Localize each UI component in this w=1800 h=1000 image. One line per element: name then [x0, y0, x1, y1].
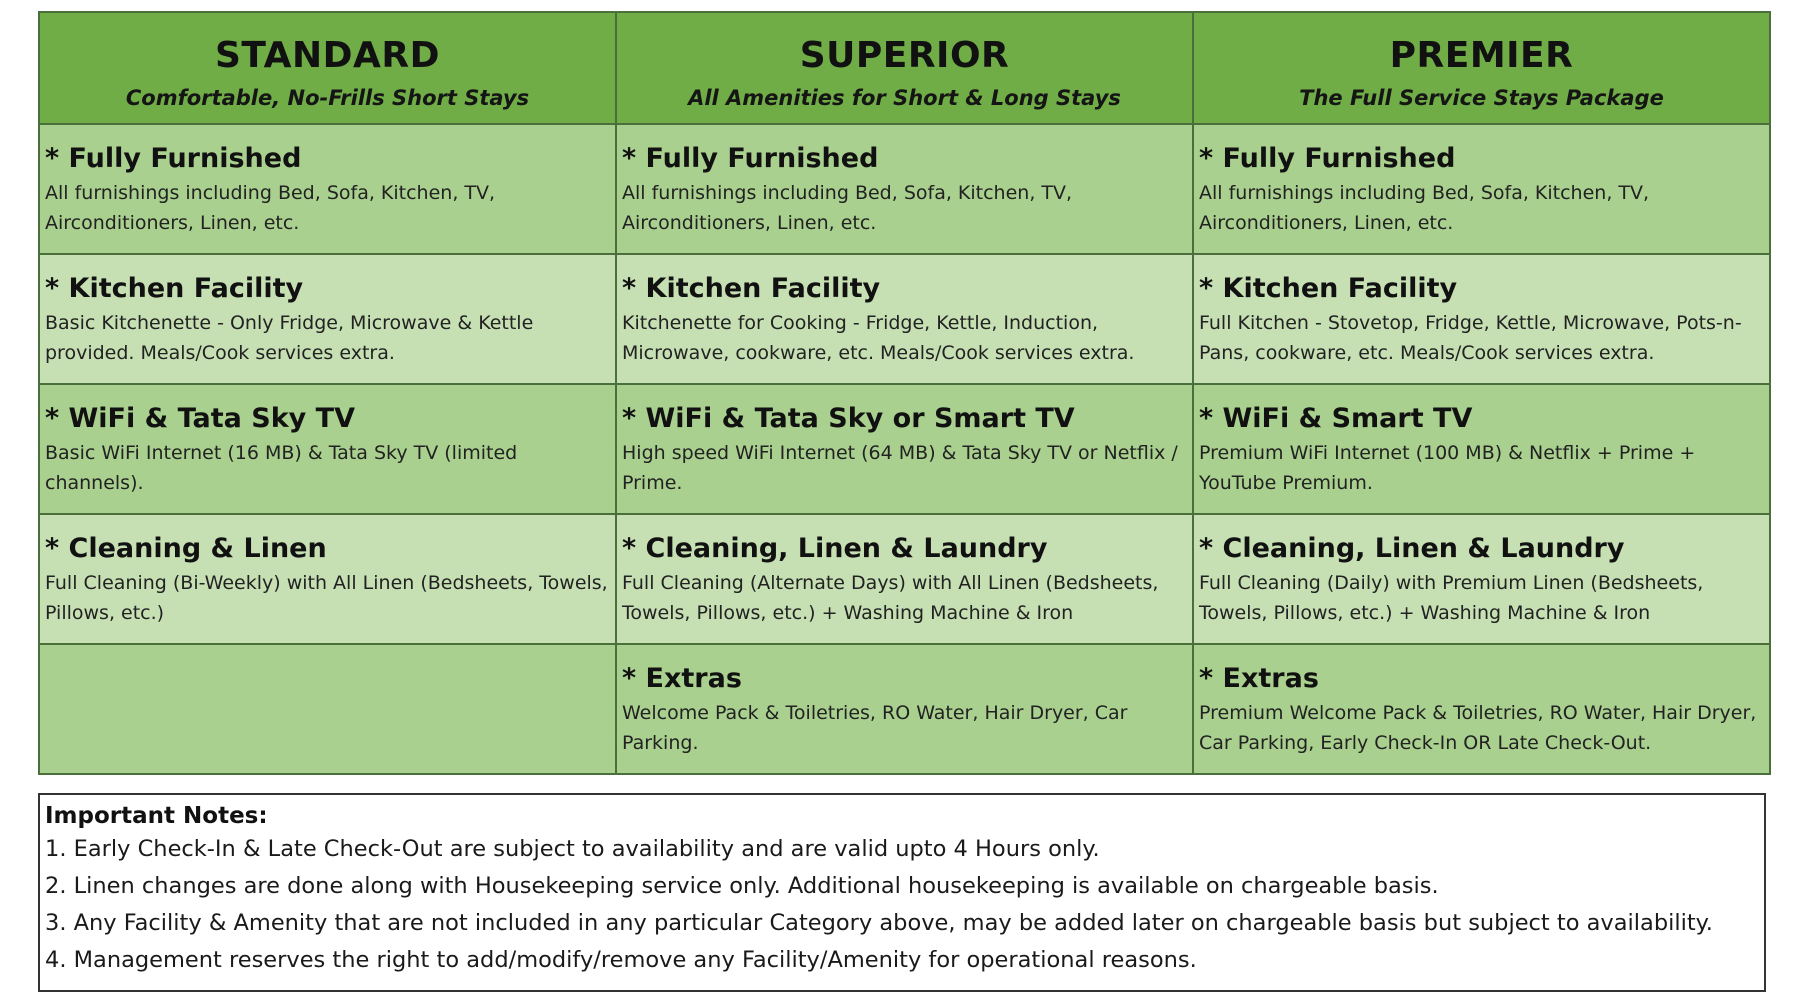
- feature-description: All furnishings including Bed, Sofa, Kitchen, TV, Airconditioners, Linen, etc.: [45, 182, 496, 234]
- feature-title: * Fully Furnished: [622, 143, 879, 174]
- feature-cell: [1193, 124, 1770, 254]
- important-notes-box: [38, 793, 1766, 992]
- feature-title: * WiFi & Smart TV: [1199, 403, 1473, 434]
- plans-header-row: [39, 12, 1770, 124]
- feature-description: Full Kitchen - Stovetop, Fridge, Kettle, Microwave, Pots-n-Pans, cookware, etc. Meals/Cook services extra.: [1199, 312, 1742, 364]
- feature-title: * Kitchen Facility: [622, 273, 881, 304]
- feature-row-wifi-tv: [39, 384, 1770, 514]
- feature-row-furnished: [39, 124, 1770, 254]
- feature-row-cleaning: [39, 514, 1770, 644]
- feature-cell-empty: [39, 644, 616, 774]
- feature-description: All furnishings including Bed, Sofa, Kitchen, TV, Airconditioners, Linen, etc.: [622, 182, 1073, 234]
- plan-tagline: The Full Service Stays Package: [1299, 86, 1664, 110]
- feature-cell: [39, 254, 616, 384]
- feature-title: * Extras: [1199, 663, 1319, 694]
- feature-title: * WiFi & Tata Sky TV: [45, 403, 355, 434]
- plan-name: STANDARD: [214, 35, 441, 76]
- note-item: 4. Management reserves the right to add/modify/remove any Facility/Amenity for operational reasons.: [45, 947, 1197, 973]
- feature-cell: [1193, 514, 1770, 644]
- notes-title: Important Notes:: [45, 803, 268, 829]
- feature-cell: [616, 514, 1193, 644]
- plan-tagline: Comfortable, No-Frills Short Stays: [125, 86, 530, 110]
- feature-description: Full Cleaning (Alternate Days) with All Linen (Bedsheets, Towels, Pillows, etc.) + Washing Machine & Iron: [622, 572, 1159, 624]
- feature-cell: [616, 124, 1193, 254]
- feature-description: Welcome Pack & Toiletries, RO Water, Hair Dryer, Car Parking.: [622, 702, 1128, 754]
- note-item: 1. Early Check-In & Late Check-Out are subject to availability and are valid upto 4 Hours only.: [45, 836, 1100, 862]
- feature-cell: [616, 384, 1193, 514]
- feature-cell: [616, 644, 1193, 774]
- feature-description: Basic Kitchenette - Only Fridge, Microwave & Kettle provided. Meals/Cook services extra.: [45, 312, 534, 364]
- feature-title: * Kitchen Facility: [1199, 273, 1458, 304]
- plan-header-premier: [1193, 12, 1770, 124]
- feature-description: Kitchenette for Cooking - Fridge, Kettle, Induction, Microwave, cookware, etc. Meals/Cook services extra.: [622, 312, 1135, 364]
- feature-title: * Cleaning, Linen & Laundry: [622, 533, 1048, 564]
- note-item: 3. Any Facility & Amenity that are not included in any particular Category above, may be added later on chargeable basis but subject to availability.: [45, 910, 1713, 936]
- feature-title: * WiFi & Tata Sky or Smart TV: [622, 403, 1075, 434]
- note-item: 2. Linen changes are done along with Housekeeping service only. Additional housekeeping is available on chargeable basis.: [45, 873, 1439, 899]
- plan-header-standard: [39, 12, 616, 124]
- feature-description: Full Cleaning (Daily) with Premium Linen (Bedsheets, Towels, Pillows, etc.) + Washing Machine & Iron: [1199, 572, 1704, 624]
- feature-description: High speed WiFi Internet (64 MB) & Tata Sky TV or Netflix / Prime.: [622, 442, 1178, 494]
- feature-title: * Kitchen Facility: [45, 273, 304, 304]
- plan-name: PREMIER: [1389, 35, 1574, 76]
- feature-cell: [39, 384, 616, 514]
- feature-cell: [39, 124, 616, 254]
- feature-row-kitchen: [39, 254, 1770, 384]
- feature-row-extras: [39, 644, 1770, 774]
- plans-comparison-table: [38, 11, 1771, 775]
- feature-description: Premium WiFi Internet (100 MB) & Netflix + Prime + YouTube Premium.: [1199, 442, 1696, 494]
- feature-title: * Cleaning, Linen & Laundry: [1199, 533, 1625, 564]
- plan-header-superior: [616, 12, 1193, 124]
- plan-tagline: All Amenities for Short & Long Stays: [688, 86, 1121, 110]
- feature-description: Premium Welcome Pack & Toiletries, RO Water, Hair Dryer, Car Parking, Early Check-In OR Late Check-Out.: [1199, 702, 1757, 754]
- feature-description: All furnishings including Bed, Sofa, Kitchen, TV, Airconditioners, Linen, etc.: [1199, 182, 1650, 234]
- feature-description: Basic WiFi Internet (16 MB) & Tata Sky TV (limited channels).: [45, 442, 518, 494]
- plan-name: SUPERIOR: [799, 35, 1010, 76]
- feature-cell: [1193, 384, 1770, 514]
- feature-cell: [1193, 254, 1770, 384]
- feature-cell: [616, 254, 1193, 384]
- feature-title: * Fully Furnished: [1199, 143, 1456, 174]
- feature-title: * Cleaning & Linen: [45, 533, 327, 564]
- feature-title: * Extras: [622, 663, 742, 694]
- feature-description: Full Cleaning (Bi-Weekly) with All Linen (Bedsheets, Towels, Pillows, etc.): [45, 572, 608, 624]
- feature-title: * Fully Furnished: [45, 143, 302, 174]
- feature-cell: [39, 514, 616, 644]
- feature-cell: [1193, 644, 1770, 774]
